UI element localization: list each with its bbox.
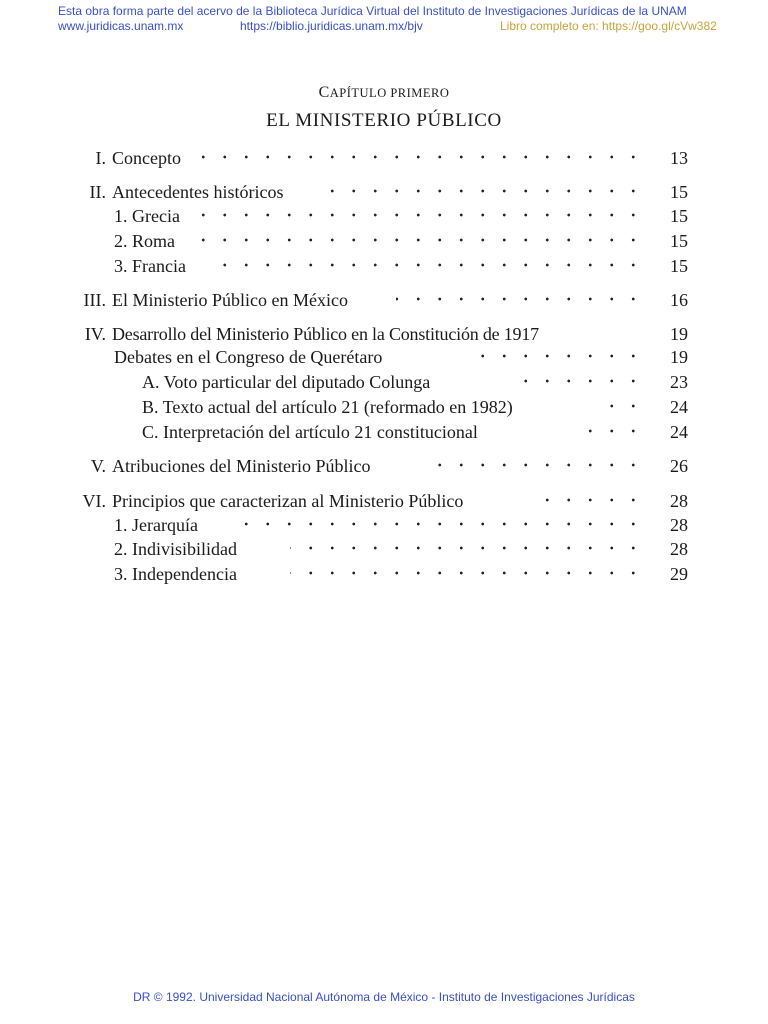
chapter-title: EL MINISTERIO PÚBLICO xyxy=(266,110,502,131)
book-link[interactable]: Libro completo en: https://goo.gl/cVw382 xyxy=(500,19,717,33)
toc-entry-debates xyxy=(0,345,768,369)
toc-entry-text: 1. Grecia xyxy=(114,206,180,226)
toc-entry-text: Debates en el Congreso de Querétaro xyxy=(114,347,383,367)
toc-entry-page: 23 xyxy=(670,372,688,392)
toc-entry-text: Principios que caracterizan al Ministerio Público xyxy=(112,491,464,511)
dot-leader xyxy=(396,297,644,301)
toc-entry-grecia xyxy=(0,204,768,228)
dot-leader xyxy=(196,213,644,217)
toc-entry-text: 2. Indivisibilidad xyxy=(114,539,237,559)
toc-entry-text: 2. Roma xyxy=(114,231,175,251)
copyright-footer: DR © 1992. Universidad Nacional Autónoma de México - Instituto de Investigaciones Jurídicas xyxy=(133,990,635,1004)
toc-entry-jerarquia xyxy=(0,513,768,537)
toc-entry-text: 3. Independencia xyxy=(114,564,237,584)
toc-entry-page: 15 xyxy=(670,231,688,251)
toc-entry-antecedentes xyxy=(0,180,768,204)
dot-leader xyxy=(208,263,644,267)
toc-entry-text: 1. Jerarquía xyxy=(114,515,198,535)
toc-entry-page: 24 xyxy=(670,422,688,442)
dot-leader xyxy=(200,155,644,159)
toc-entry-page: 13 xyxy=(670,148,688,168)
toc-entry-page: 26 xyxy=(670,456,688,476)
toc-entry-page: 15 xyxy=(670,256,688,276)
toc-entry-texto-actual xyxy=(0,395,768,419)
toc-entry-text: B. Texto actual del artículo 21 (reformado en 1982) xyxy=(142,397,513,417)
toc-entry-interpretacion xyxy=(0,420,768,444)
toc-entry-number: V. xyxy=(90,456,106,476)
dot-leader xyxy=(478,354,644,358)
dot-leader xyxy=(290,571,644,575)
toc-entry-number: I. xyxy=(95,148,106,168)
toc-entry-roma xyxy=(0,229,768,253)
site-link[interactable]: www.juridicas.unam.mx xyxy=(58,19,184,33)
dot-leader xyxy=(236,522,644,526)
toc-entry-number: III. xyxy=(83,290,106,310)
toc-entry-text: Desarrollo del Ministerio Público en la Constitución de 1917 xyxy=(112,324,539,344)
toc-entry-text: Concepto xyxy=(112,148,181,168)
toc-entry-number: II. xyxy=(89,182,106,202)
toc-entry-concepto xyxy=(0,146,768,170)
header-notice: Esta obra forma parte del acervo de la Biblioteca Jurídica Virtual del Instituto de Investigaciones Jurídicas de la UNAM xyxy=(58,4,687,18)
toc-entry-francia xyxy=(0,254,768,278)
toc-entry-text: 3. Francia xyxy=(114,256,186,276)
toc-entry-page: 15 xyxy=(670,182,688,202)
toc-entry-text: Antecedentes históricos xyxy=(112,182,284,202)
toc-entry-desarrollo xyxy=(0,322,768,346)
dot-leader xyxy=(318,189,644,193)
toc-entry-atribuciones xyxy=(0,454,768,478)
toc-entry-indivisibilidad xyxy=(0,537,768,561)
toc-entry-page: 15 xyxy=(670,206,688,226)
toc-entry-page: 28 xyxy=(670,491,688,511)
toc-entry-text: El Ministerio Público en México xyxy=(112,290,348,310)
chapter-label-rest: APÍTULO PRIMERO xyxy=(329,86,450,100)
dot-leader xyxy=(508,379,644,383)
dot-leader xyxy=(432,463,644,467)
toc-entry-principios xyxy=(0,489,768,513)
biblio-link[interactable]: https://biblio.juridicas.unam.mx/bjv xyxy=(240,19,423,33)
toc-entry-number: IV. xyxy=(84,324,106,344)
dot-leader xyxy=(290,546,644,550)
toc-entry-mexico xyxy=(0,288,768,312)
toc-entry-voto xyxy=(0,370,768,394)
toc-entry-page: 24 xyxy=(670,397,688,417)
toc-entry-page: 19 xyxy=(670,347,688,367)
toc-entry-page: 29 xyxy=(670,564,688,584)
toc-entry-page: 16 xyxy=(670,290,688,310)
toc-entry-number: VI. xyxy=(82,491,106,511)
dot-leader xyxy=(534,498,644,502)
repository-header xyxy=(58,4,718,34)
chapter-label-initial: C xyxy=(318,84,330,101)
toc-entry-page: 19 xyxy=(670,324,688,344)
toc-entry-independencia xyxy=(0,562,768,586)
dot-leader xyxy=(196,238,644,242)
toc-entry-text: A. Voto particular del diputado Colunga xyxy=(142,372,431,392)
chapter-label xyxy=(0,84,768,102)
toc-entry-page: 28 xyxy=(670,539,688,559)
toc-entry-text: C. Interpretación del artículo 21 constitucional xyxy=(142,422,478,442)
toc-entry-text: Atribuciones del Ministerio Público xyxy=(112,456,371,476)
toc-entry-page: 28 xyxy=(670,515,688,535)
